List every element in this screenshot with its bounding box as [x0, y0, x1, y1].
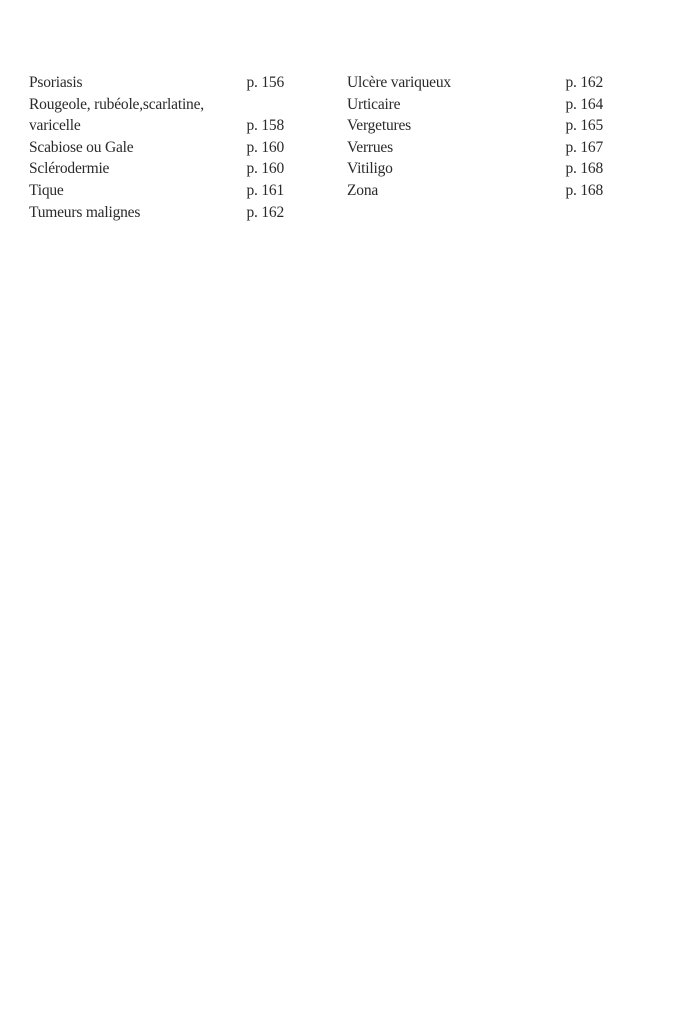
- entry-term: Scabiose ou Gale: [29, 138, 134, 156]
- index-entry: [29, 72, 284, 94]
- index-entry: [347, 137, 603, 159]
- index-column-right: [347, 72, 603, 202]
- entry-term: Verrues: [347, 138, 393, 156]
- entry-page-number: p. 164: [565, 95, 603, 113]
- entry-term: Tumeurs malignes: [29, 203, 141, 221]
- entry-term: Zona: [347, 181, 379, 199]
- entry-page-number: p. 168: [565, 160, 603, 178]
- index-entry: [29, 94, 284, 137]
- entry-page-number: p. 162: [246, 203, 284, 221]
- entry-page-number: p. 160: [246, 138, 284, 156]
- entry-term: Sclérodermie: [29, 160, 110, 178]
- entry-page-number: p. 158: [246, 117, 284, 135]
- entry-page-number: p. 161: [246, 181, 284, 199]
- entry-term: Vitiligo: [347, 160, 393, 178]
- index-entry: [347, 180, 603, 202]
- entry-term: Psoriasis: [29, 74, 83, 91]
- index-entry: [347, 94, 603, 116]
- entry-page-number: p. 156: [246, 74, 284, 91]
- index-entry: [347, 115, 603, 137]
- entry-page-number: p. 160: [246, 160, 284, 178]
- entry-term: Urticaire: [347, 95, 401, 113]
- entry-term: Tique: [29, 181, 64, 199]
- entry-term: Vergetures: [347, 117, 411, 135]
- entry-page-number: p. 168: [565, 181, 603, 199]
- index-entry: [29, 137, 284, 159]
- entry-page-number: p. 162: [565, 74, 603, 91]
- index-entry: [29, 158, 284, 180]
- index-entry: [29, 202, 284, 224]
- index-entry: [347, 72, 603, 94]
- index-entry: [347, 158, 603, 180]
- index-column-left: [29, 72, 284, 223]
- entry-term: Rougeole, rubéole,scarlatine, varicelle: [29, 95, 204, 135]
- index-entry: [29, 180, 284, 202]
- entry-page-number: p. 167: [565, 138, 603, 156]
- entry-term: Ulcère variqueux: [347, 74, 451, 91]
- entry-page-number: p. 165: [565, 117, 603, 135]
